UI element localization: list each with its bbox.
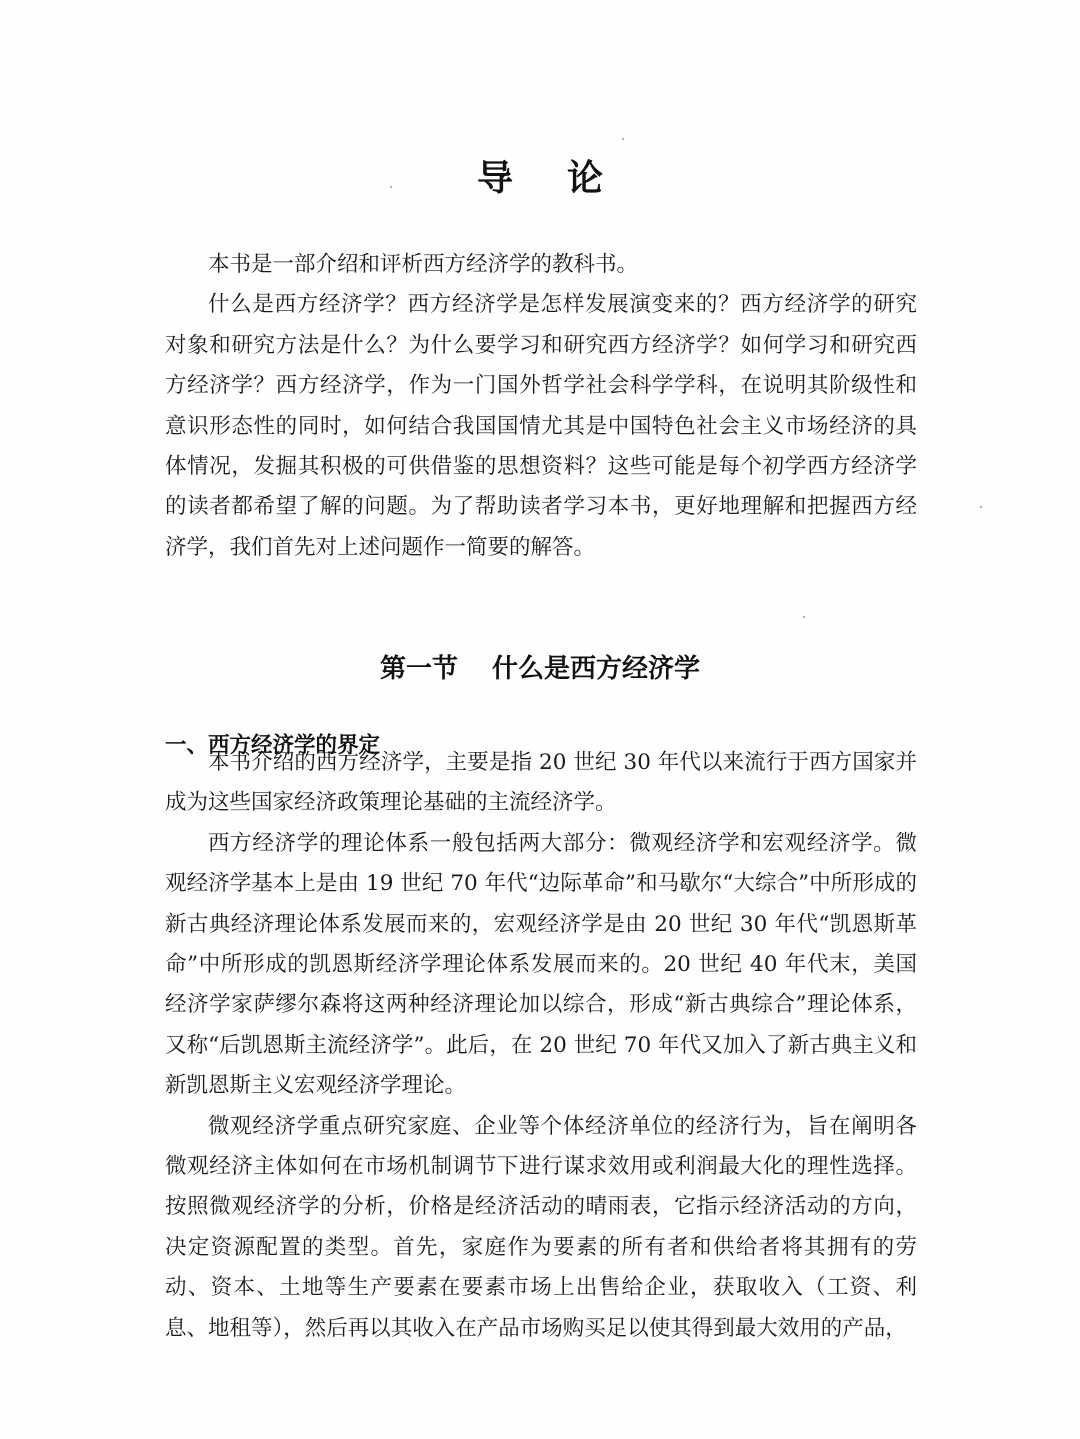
body-paragraph-1: 本书介绍的西方经济学，主要是指 20 世纪 30 年代以来流行于西方国家并成为这些国家经济政策理论基础的主流经济学。 xyxy=(165,750,917,816)
body-text xyxy=(165,743,917,1349)
scan-speck xyxy=(390,186,392,188)
body-paragraph-2: 西方经济学的理论体系一般包括两大部分：微观经济学和宏观经济学。微观经济学基本上是由 19 世纪 70 年代“边际革命”和马歇尔“大综合”中所形成的新古典经济理论体系发展而来的，宏观经济学是由 20 世纪 30 年代“凯恩斯革命”中所形成的凯恩斯经济学理论体系发展而来的。20 世纪 40 年代末，美国经济学家萨缪尔森将这两种经济理论加以综合，形成“新古典综合”理论体系，又称“后凯恩斯主流经济学”。此后，在 20 世纪 70 年代又加入了新古典主义和新凯恩斯主义宏观经济学理论。 xyxy=(165,830,917,1099)
section-title xyxy=(0,647,1080,691)
scan-speck xyxy=(622,138,624,140)
subsection-title: 一、西方经济学的界定 xyxy=(165,732,381,758)
section-number: 第一节 xyxy=(379,653,458,684)
intro-paragraph-1: 本书是一部介绍和评析西方经济学的教科书。 xyxy=(208,252,639,277)
scan-speck xyxy=(980,506,982,508)
scan-speck xyxy=(803,616,805,618)
body-paragraph-3: 微观经济学重点研究家庭、企业等个体经济单位的经济行为，旨在阐明各微观经济主体如何在市场机制调节下进行谋求效用或利润最大化的理性选择。按照微观经济学的分析，价格是经济活动的晴雨表，它指示经济活动的方向，决定资源配置的类型。首先，家庭作为要素的所有者和供给者将其拥有的劳动、资本、土地等生产要素在要素市场上出售给企业，获取收入（工资、利息、地租等），然后再以其收入在产品市场购买足以使其得到最大效用的产品， xyxy=(165,1113,917,1341)
intro-paragraph-2: 什么是西方经济学？西方经济学是怎样发展演变来的？西方经济学的研究对象和研究方法是什么？为什么要学习和研究西方经济学？如何学习和研究西方经济学？西方经济学，作为一门国外哲学社会科学学科，在说明其阶级性和意识形态性的同时，如何结合我国国情尤其是中国特色社会主义市场经济的具体情况，发掘其积极的可供借鉴的思想资料？这些可能是每个初学西方经济学的读者都希望了解的问题。为了帮助读者学习本书，更好地理解和把握西方经济学，我们首先对上述问题作一简要的解答。 xyxy=(165,292,917,560)
intro-text xyxy=(165,245,917,568)
chapter-title: 导论 xyxy=(476,158,657,200)
section-heading: 什么是西方经济学 xyxy=(492,653,701,684)
